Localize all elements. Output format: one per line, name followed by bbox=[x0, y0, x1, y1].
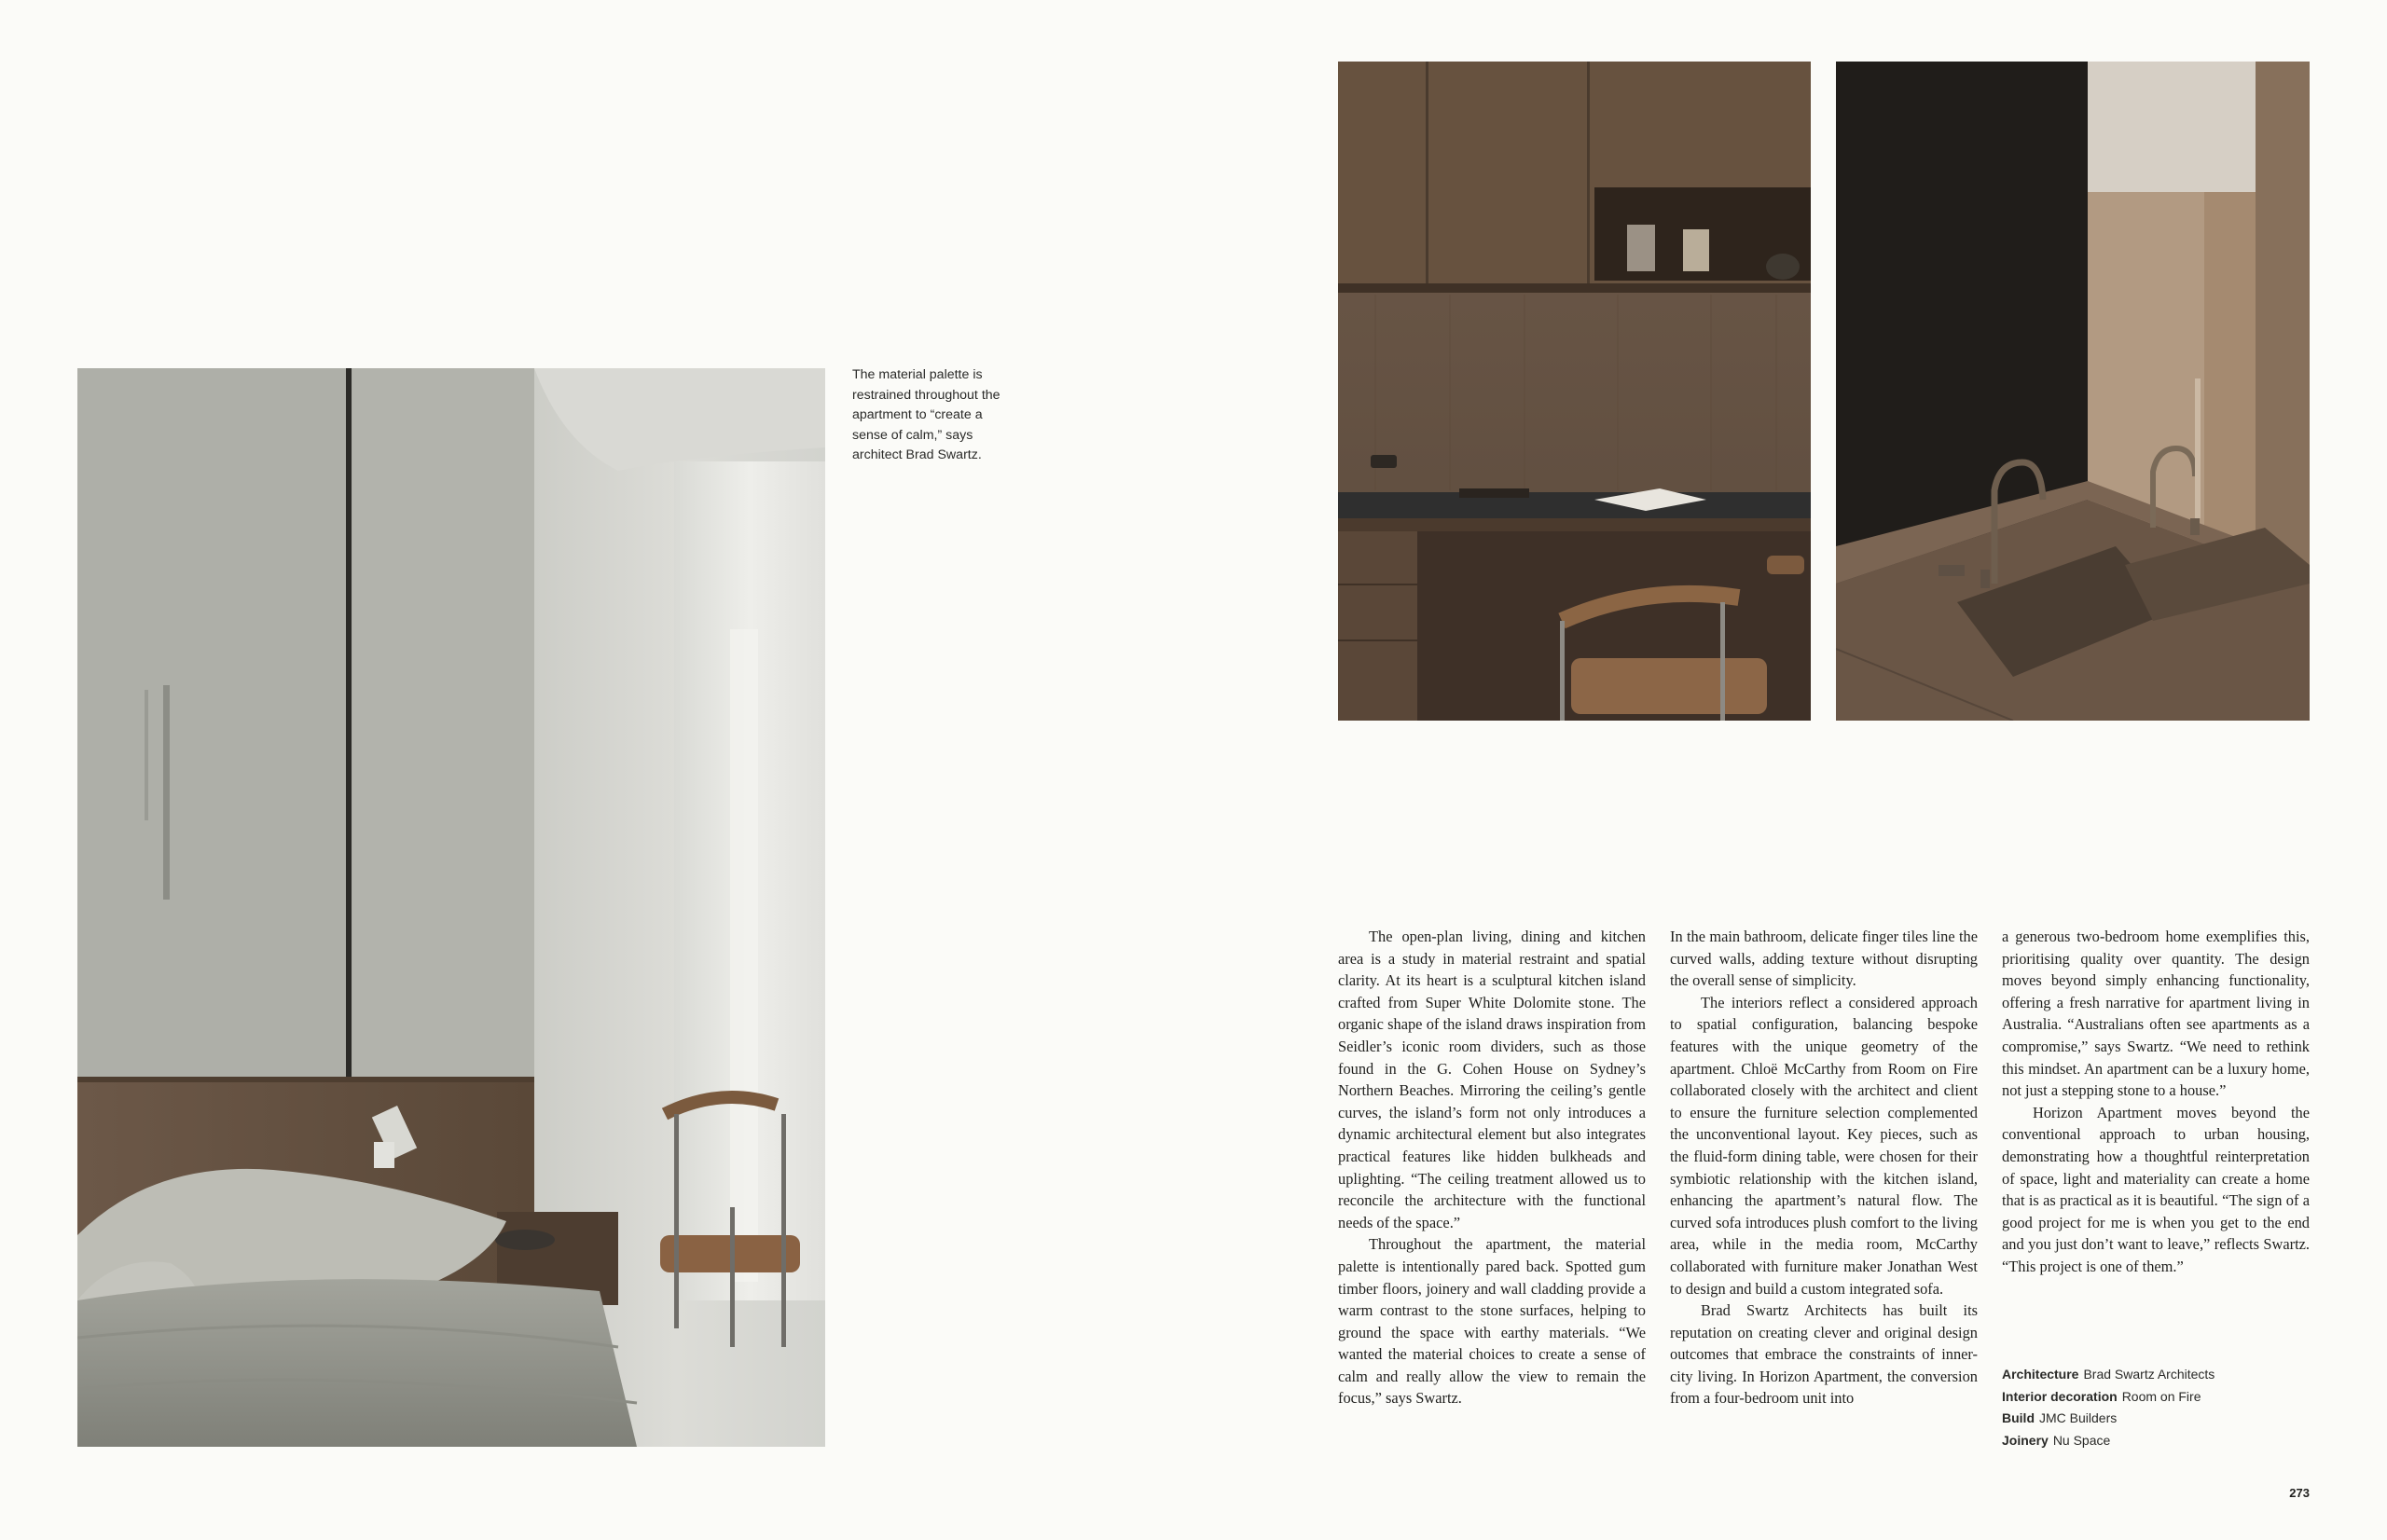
credit-role: Interior decoration bbox=[2002, 1388, 2118, 1404]
credit-role: Joinery bbox=[2002, 1432, 2049, 1448]
study-desk-photo bbox=[1338, 62, 1811, 721]
article-paragraph: Brad Swartz Architects has built its reputation on creating clever and original design outcomes that embrace the constraints of inner-city living. In Horizon Apartment, the conversion from a four-bedroom unit into bbox=[1670, 1301, 1978, 1408]
credit-name: Brad Swartz Architects bbox=[2083, 1367, 2215, 1382]
article-paragraph: The open-plan living, dining and kitchen area is a study in material restraint and spatial clarity. At its heart is a sculptural kitchen island crafted from Super White Dolomite stone. The organic shape of the island draws inspiration from Seidler’s iconic room dividers, such as those found in the G. Cohen House on Sydney’s Northern Beaches. Mirroring the ceiling’s gentle curves, the island’s form not only introduces a dynamic architectural element but also integrates practical features like hidden bulkheads and uplighting. “The ceiling treatment allowed us to reconcile the architecture with the functional needs of the space.” bbox=[1338, 928, 1646, 1231]
bathroom-vanity-photo bbox=[1836, 62, 2310, 721]
article-paragraph: a generous two-bedroom home exemplifies this, prioritising quality over quantity. The design moves beyond simply enhancing functionality, offering a fresh narrative for apartment living in Australia. “Australians often see apartments as a compromise,” says Swartz. “We need to rethink this mindset. An apartment can be a luxury home, not just a stepping stone to a house.” bbox=[2002, 928, 2310, 1100]
article-column-2 bbox=[1670, 926, 1978, 1452]
article-paragraph: Horizon Apartment moves beyond the conventional approach to urban housing, demonstrating how a thoughtful reinterpretation of space, light and materiality can create a home that is as practical as it is beautiful. “The sign of a good project for me is when you get to the end and you just don’t want to leave,” reflects Swartz. “This project is one of them.” bbox=[2002, 1103, 2310, 1275]
credit-build bbox=[2002, 1408, 2310, 1430]
credit-name: Room on Fire bbox=[2121, 1388, 2201, 1404]
credit-role: Architecture bbox=[2002, 1367, 2079, 1382]
article-column-3 bbox=[2002, 926, 2310, 1350]
article-column-1 bbox=[1338, 926, 1646, 1452]
credit-architecture bbox=[2002, 1364, 2310, 1386]
article-paragraph: Throughout the apartment, the material palette is intentionally pared back. Spotted gum timber floors, joinery and wall cladding provide a warm contrast to the stone surfaces, helping to ground the space with earthy materials. “We wanted the material choices to create a sense of calm and really allow the view to remain the focus,” says Swartz. bbox=[1338, 1235, 1646, 1408]
bedroom-photo bbox=[77, 368, 825, 1447]
article-paragraph: The interiors reflect a considered approach to spatial configuration, balancing bespoke features with the unique geometry of the apartment. Chloë McCarthy from Room on Fire collaborated closely with the architect and client to ensure the furniture selection complemented the unconventional layout. Key pieces, such as the fluid-form dining table, were chosen for their symbiotic relationship with the kitchen island, enhancing the apartment’s natural flow. The curved sofa introduces plush comfort to the living area, while in the media room, McCarthy collaborated with furniture maker Jonathan West to design and build a custom integrated sofa. bbox=[1670, 993, 1978, 1298]
credit-name: JMC Builders bbox=[2039, 1410, 2118, 1425]
credit-joinery bbox=[2002, 1430, 2310, 1452]
article-paragraph: In the main bathroom, delicate finger tiles line the curved walls, adding texture without disrupting the overall sense of simplicity. bbox=[1670, 928, 1978, 990]
project-credits bbox=[2002, 1364, 2310, 1451]
credit-role: Build bbox=[2002, 1410, 2035, 1425]
credit-interior-decoration bbox=[2002, 1386, 2310, 1409]
photo-caption: The material palette is restrained throughout the apartment to “create a sense of calm,” says architect Brad Swartz. bbox=[852, 367, 1000, 463]
credit-name: Nu Space bbox=[2052, 1432, 2111, 1448]
page-number: 273 bbox=[2289, 1486, 2310, 1500]
